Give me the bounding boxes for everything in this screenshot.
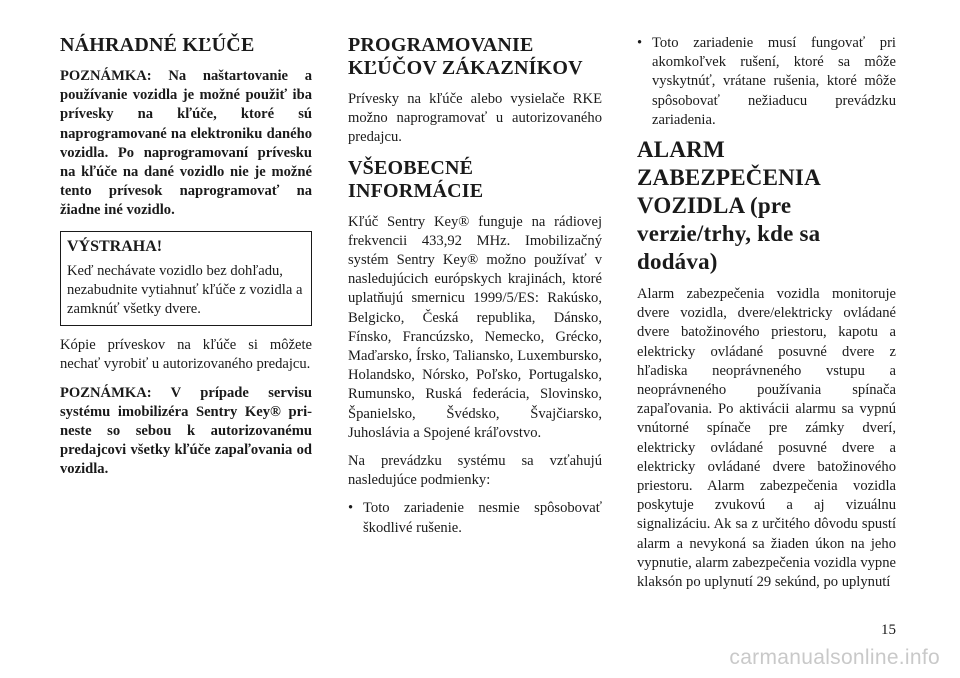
list-item-condition-1: • Toto zariadenie nesmie spôsobovať škodlivé rušenie. — [348, 499, 602, 537]
conditions-list-continued — [637, 34, 896, 130]
page-number: 15 — [881, 622, 896, 638]
paragraph-key-copies: Kópie príveskov na kľúče si môžete nechať vyrobiť u autorizovaného predajcu. — [60, 337, 312, 373]
paragraph-rke-programming: Prívesky na kľúče alebo vysielače RKE možno naprogramovať u autorizovaného predajcu. — [348, 91, 602, 146]
middle-column — [348, 34, 602, 544]
warning-box — [60, 231, 312, 327]
note-immobilizer-service: POZNÁMKA: V prípade servisu systému imobilizéra Sentry Key® pri- neste so sebou k autorizovanému predajcovi všetky kľúče zapaľovania od vozidla. — [60, 384, 312, 478]
section-heading-customer-key-programming: PROGRAMOVANIE KĽÚČOV ZÁKAZNÍKOV — [348, 34, 583, 79]
section-heading-vehicle-alarm: ALARM ZABEZPEČENIA VOZIDLA (pre verzie/trhy, kde sa dodáva) — [637, 137, 821, 275]
warning-title: VÝSTRAHA! — [67, 237, 163, 255]
paragraph-vehicle-alarm: Alarm zabezpečenia vozidla monitoruje dvere vozidla, dvere/elektricky ovládané dvere batožinového priestoru, kapotu a elektricky ovládané posuvné dvere z hľadiska neoprávneného vstupu a neoprávneného používania spínača zapaľovania. Po aktivácii alarmu sa vypnú vnútorné spínače pre zámky dverí, elektricky ovládané posuvné dvere a elektricky ovládané dvere batožinového priestoru. Alarm zabezpečenia vozidla poskytuje zvukovú a aj vizuálnu signalizáciu. Ak sa z určitého dôvodu spustí alarm a nevykoná sa žiaden úkon na jeho vypnutie, alarm zabezpečenia vozidla vypne klaksón po uplynutí 29 sekúnd, po uplynutí — [637, 286, 896, 591]
paragraph-sentry-key-info: Kľúč Sentry Key® funguje na rádiovej frekvencii 433,92 MHz. Imobilizačný systém Sentry Key® možno používať v nasledujúcich európskych krajinách, ktoré uplatňujú smernicu 1999/5/ES: Rakúsko, Belgicko, Česká republika, Dánsko, Fínsko, Francúzsko, Nemecko, Grécko, Maďarsko, Írsko, Taliansko, Luxembursko, Holandsko, Nórsko, Poľsko, Portugalsko, Rumunsko, Ruská federácia, Slovinsko, Španielsko, Švédsko, Švajčiarsko, Juhoslávia a Spojené kráľovstvo. — [348, 213, 602, 441]
list-item-condition-2: • Toto zariadenie musí fungovať pri akomkoľvek rušení, ktoré sa môže vyskytnúť, vrátane rušenia, ktoré môže spôsobovať nežiaducu prevádzku zariadenia. — [637, 34, 896, 130]
watermark: carmanualsonline.info — [729, 646, 940, 669]
section-heading-replacement-keys: NÁHRADNÉ KĽÚČE — [60, 34, 255, 56]
paragraph-conditions: Na prevádzku systému sa vzťahujú nasledujúce podmienky: — [348, 453, 602, 489]
conditions-list — [348, 499, 602, 537]
note-key-programming: POZNÁMKA: Na naštartovanie a používanie vozidla je možné použiť iba prívesky na kľúče, ktoré sú naprogramované na elektroniku daného vozidla. Po naprogramovaní prívesku na kľúče na dané vozidlo nie je možné tento prívesok naprogramovať na žiadne iné vozidlo. — [60, 68, 312, 219]
section-heading-general-information: VŠEOBECNÉ INFORMÁCIE — [348, 156, 484, 202]
right-column — [637, 34, 896, 601]
warning-text: Keď nechávate vozidlo bez dohľadu, nezabudnite vytiahnuť kľúče z vozidla a zamknúť všetky dvere. — [67, 262, 303, 318]
left-column — [60, 34, 312, 489]
